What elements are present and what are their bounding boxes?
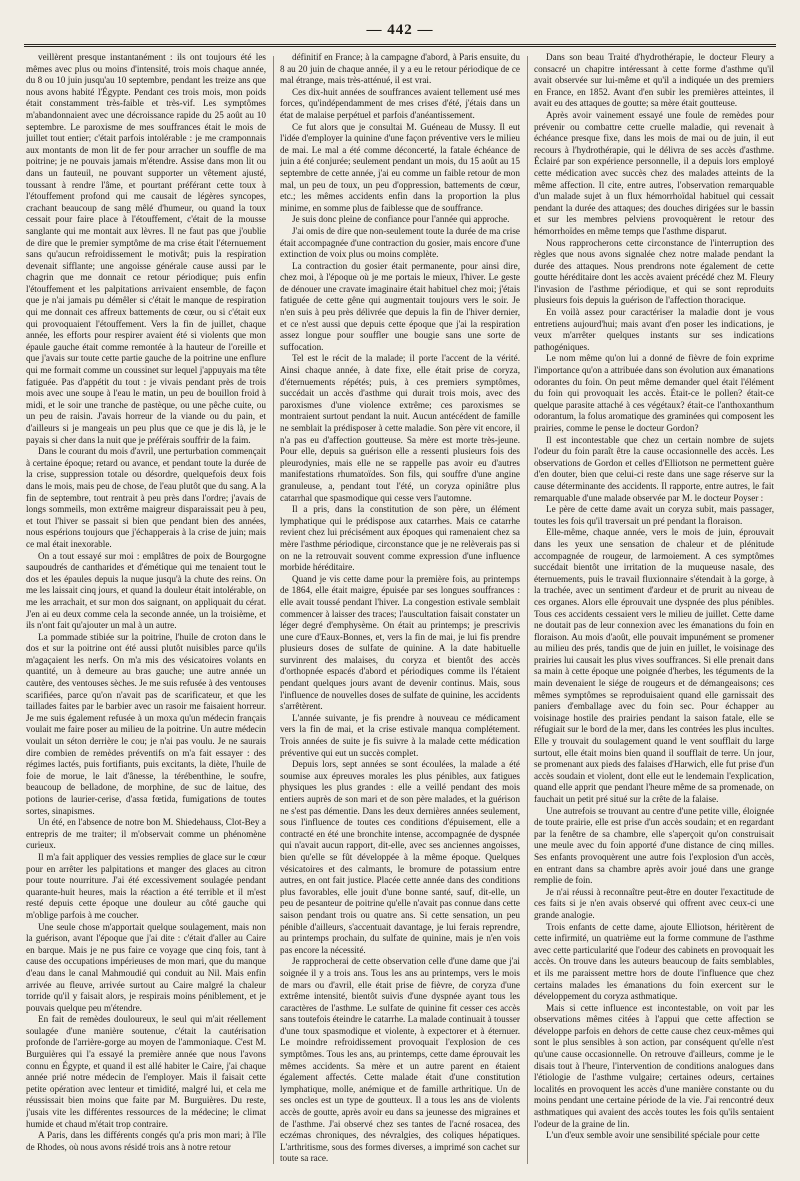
text-column-3 [534, 52, 774, 1167]
paragraph: Il m'a fait appliquer des vessies remplies de glace sur le cœur pour en arrêter les palpitations et manger des glaces au citron pour toute nourriture. J'ai été excessivement soulagée pendant quarante-huit heures, mais la réaction a été terrible et il m'est resté depuis cette époque une douleur au côté gauche qui m'oblige parfois à me coucher. [26, 851, 266, 920]
paragraph: La pommade stibiée sur la poitrine, l'huile de croton dans le dos et sur la poitrine ont été aussi plutôt nuisibles parce qu'ils m'agaçaient les nerfs. On m'a mis des vésicatoires volants en quantité, un à demeure au bras gauche; une autre année un cautère, des ventouses sèches. Je me suis refusée à des ventouses scarifiées, parce qu'on n'avait pas de scarificateur, et que les taillades faites par le barbier avec un rasoir me faisaient horreur. Je me suis également refusée à un moxa qu'un médecin français voulait me faire poser au milieu de la poitrine. Un autre médecin voulait un séton derrière le cou; je n'ai pas voulu. Je ne saurais dire combien de remèdes préventifs on m'a fait essayer : des régimes lactés, puis fortifiants, puis excitants, la diète, l'huile de foie de morue, le lait d'ânesse, la térébenthine, le soufre, beaucoup de belladone, de morphine, de suc de laitue, des potions de laurier-cerise, d'assa fœtida, fumigations de toutes sortes, sinapismes. [26, 631, 266, 816]
paragraph: Après avoir vainement essayé une foule de remèdes pour prévenir ou combattre cette cruelle maladie, qui revenait à échéance presque fixe, dans les mois de mai ou de juin, il eut recours à l'hydrothérapie, qui le délivra de ses accès d'asthme. Éclairé par son expérience personnelle, il a depuis lors employé cette médication avec succès chez des malades atteints de la même affection. Il cite, entre autres, l'observation remarquable d'un malade sujet à un flux hémorrhoïdal habituel qui cessait pendant la durée des attaques; des douches dirigées sur le bassin et sur les membres pelviens provoquèrent le retour des hémorrhoïdes en même temps que l'asthme disparut. [534, 109, 774, 236]
paragraph: En voilà assez pour caractériser la maladie dont je vous entretiens aujourd'hui; mais avant d'en poser les indications, je veux m'arrêter quelques instants sur ses indications pathogéniques. [534, 307, 774, 352]
paragraph: Le nom même qu'on lui a donné de fièvre de foin exprime l'importance qu'on a attribuée dans son évolution aux émanations odorantes du foin. On peut même demander quel était l'élément du foin qui provoquait les accès. Était-ce le pollen? était-ce quelque parasite attaché à ces végétaux? était-ce l'anthoxanthum odorantum, la folus aromatique des graminées qui composent les prairies, comme le pense le docteur Gordon? [534, 353, 774, 433]
paragraph: Quand je vis cette dame pour la première fois, au printemps de 1864, elle était maigre, épuisée par ses longues souffrances : elle avait toussé pendant l'hiver. La congestion estivale semblait commencer à laisser des traces; l'auscultation faisait constater un léger degré d'emphysème. On était au printemps; je prescrivis une cure d'Eaux-Bonnes, et, vers la fin de mai, je lui fis prendre plusieurs doses de sulfate de quinine. A la date habituelle survinrent des malaises, du coryza et bientôt des accès d'orthopnée espacés d'abord et périodiques comme ils l'étaient pendant quelques jours avant de devenir continus. Mais, sous l'influence de nouvelles doses de sulfate de quinine, les accidents s'arrêtèrent. [280, 573, 520, 712]
paragraph: En fait de remèdes douloureux, le seul qui m'ait réellement soulagée d'une manière soutenue, c'était la cautérisation profonde de l'arrière-gorge au moyen de l'ammoniaque. C'est M. Burguières qui l'a essayé la première année que nous l'avons connu en Égypte, et quand il est allé habiter le Caire, j'ai chaque année prié notre médecin de l'employer. Mais il faisait cette petite opération avec lenteur et timidité, malgré lui, et cela me réussissait bien moins que faite par M. Burguières. Du reste, j'usais vite les différentes ressources de la médecine; le climat humide et chaud m'était trop contraire. [26, 1014, 266, 1129]
paragraph: Dans le courant du mois d'avril, une perturbation commençait à certaine époque; retard ou avance, et pendant toute la durée de la crise, suppression totale ou désordre, quelquefois deux fois dans le mois, mais peu de chose, de l'eau plutôt que du sang. A la fin de septembre, tout rentrait à peu près dans l'ordre; j'avais de longs sommeils, mon extrême maigreur disparaissait peu à peu, et tout l'hiver se passait si bien que pendant bien des années, nous espérions toujours que j'échapperais à la crise de juin; mais ce mal était inexorable. [26, 446, 266, 549]
text-column-1 [26, 52, 266, 1167]
paragraph: La contraction du gosier était permanente, pour ainsi dire, chez moi, à l'époque où je me portais le mieux, l'hiver. Le geste de dénouer une cravate imaginaire était habituel chez moi; j'étais fatiguée de cette gêne qui augmentait toujours vers le soir. Je n'en suis à peu près délivrée que depuis la fin de l'hiver dernier, et ce n'est aussi que depuis cette époque que j'ai la respiration assez longue pour souffler une bougie sans une sorte de suffocation. [280, 260, 520, 352]
paragraph: Trois enfants de cette dame, ajoute Elliotson, héritèrent de cette infirmité, un quatrième eut la forme commune de l'asthme avec cette particularité que l'odeur des cabinets en provoquait les accès. On trouve dans les auteurs beaucoup de faits semblables, et ils me paraissent mettre hors de doute l'influence que chez certains malades les émanations du foin exercent sur le développement du coryza asthmatique. [534, 921, 774, 1002]
paragraph: Depuis lors, sept années se sont écoulées, la malade a été soumise aux épreuves morales les plus pénibles, aux fatigues physiques les plus grandes : elle a veillé pendant des mois entiers auprès de son mari et de son père malades, et la guérison ne s'est pas démentie. Dans les deux dernières années seulement, sous l'influence de toutes ces conditions d'épuisement, elle a contracté en été une bronchite intense, accompagnée de dyspnée qui n'avait aucun rapport, dit-elle, avec ses anciennes angoisses, bien qu'elle se fût développée à la même époque. Quelques vésicatoires et des calmants, le bromure de potassium entre autres, en ont fait justice. Placée cette année dans des conditions plus favorables, elle jouit d'une bonne santé, sauf, dit-elle, un peu de pesanteur de poitrine qu'elle n'avait pas connue dans cette saison pendant trois ou quatre ans. Si cette sensation, un peu pénible d'ailleurs, s'accentuait davantage, je lui ferais reprendre, au printemps prochain, du sulfate de quinine, mais je n'en vois pas encore la nécessité. [280, 759, 520, 955]
header-rule [24, 44, 776, 47]
paragraph: Ces dix-huit années de souffrances avaient tellement usé mes forces, qu'indépendamment de mes crises d'été, j'étais dans un état de malaise perpétuel et parfois d'anéantissement. [280, 86, 520, 120]
page-number: — 442 — [366, 22, 434, 38]
paragraph: J'ai omis de dire que non-seulement toute la durée de ma crise était accompagnée d'une contraction du gosier, mais encore d'une extinction de voix plus ou moins complète. [280, 225, 520, 260]
column-divider [273, 56, 274, 1164]
text-column-2 [280, 52, 520, 1167]
paragraph: définitif en France; à la campagne d'abord, à Paris ensuite, du 8 au 20 juin de chaque année, il y a eu le retour périodique de ce mal étrange, mais très-atténué, il est vrai. [280, 52, 520, 86]
paragraph: A Paris, dans les différents congés qu'a pris mon mari; à l'île de Rhodes, où nous avons résidé trois ans à notre retour [26, 1130, 266, 1152]
paragraph: Dans son beau Traité d'hydrothérapie, le docteur Fleury a consacré un chapitre intéressant à cette forme d'asthme qu'il avait observée sur lui-même et qu'il a indiquée un des premiers en France, en 1852. Avant d'en subir les premières atteintes, il avait eu des attaques de goutte; sa mère était goutteuse. [534, 52, 774, 109]
paragraph: L'année suivante, je fis prendre à nouveau ce médicament vers la fin de mai, et la crise estivale manqua complétement. Trois années de suite je fis suivre à la malade cette médication préventive qui eut un succès complet. [280, 712, 520, 758]
paragraph: Un été, en l'absence de notre bon M. Shiedehauss, Clot-Bey a entrepris de me traiter; il m'observait comme un phénomène curieux. [26, 817, 266, 851]
paragraph: Une seule chose m'apportait quelque soulagement, mais non la guérison, avant l'époque que j'ai dite : c'était d'aller au Caire en barque. Mais je ne pus faire ce voyage que cinq fois, tant à cause des occupations impérieuses de mon mari, que du manque d'eau dans le canal Mahmoudié qui conduit au Nil. Mais enfin arrivée au fleuve, arrivée surtout au Caire malgré la chaleur torride qu'il y faisait alors, je respirais moins péniblement, et je pouvais quelque peu m'étendre. [26, 921, 266, 1013]
paragraph: veillèrent presque instantanément : ils ont toujours été les mêmes avec plus ou moins d'intensité, trois mois chaque année, du 8 ou 10 juin jusqu'au 10 septembre, pendant les treize ans que nous avons habité l'Égypte. Pendant ces trois mois, mon poids était constamment très-faible et très-vif. Les symptômes m'abandonnaient avec une décroissance rapide du 25 août au 10 septembre. Le paroxisme de mes souffrances était le mois de juillet tout entier; c'était parfois intolérable : je me cramponnais aux montants de mon lit de fer pour arracher un souffle de ma poitrine; je ne pouvais jamais m'étendre. Assise dans mon lit ou dans un fauteuil, ne pouvant supporter un vêtement ajusté, toussant à rendre l'âme, et pourtant préférant cette toux à l'étouffement profond qui me causait de légères syncopes, crachant beaucoup de sang mêlé d'humeur, ou quand la toux cessait pour faire place à l'étouffement, c'était de la mousse sanglante qui me montait aux lèvres. Il ne faut pas que j'oublie de dire que le premier symptôme de ma crise était l'éternuement sans qu'aucun refroidissement le motivât; puis la respiration devenait sifflante; une angoisse générale cause aussi par le chagrin que me donnait ce retour périodique; puis enfin l'étouffement et les palpitations arrivaient ensemble, de façon que je n'ai jamais pu démêler si c'était le manque de respiration qui me donnait ces affreux battements de cœur, ou si c'était eux qui provoquaient l'étouffement. Vers la fin de juillet, chaque année, les efforts pour respirer avaient été si violents que mon épaule gauche était comme remontée à la hauteur de l'oreille et que j'avais sur toute cette partie gauche de la poitrine une enflure qui me formait comme un coussinet sur lequel j'appuyais ma tête fatiguée. Pas d'appétit du tout : je vivais pendant près de trois mois avec une soupe à l'eau le matin, un peu de bouillon froid à midi, et le soir une tranche de pastèque, ou une pêche cuite, ou un peu de raisin. J'avais horreur de la viande ou du pain, et d'ailleurs si je mangeais un peu plus que ce que je dis là, je le payais si cher dans la nuit que je préférais souffrir de la faim. [26, 52, 266, 445]
paragraph: L'un d'eux semble avoir une sensibilité spéciale pour cette [546, 1130, 760, 1141]
paragraph: Je rapprocherai de cette observation celle d'une dame que j'ai soignée il y a trois ans. Tous les ans au printemps, vers le mois de mars ou d'avril, elle était prise de fièvre, de coryza d'une extrême intensité, bientôt suivis d'une dyspnée ayant tous les caractères de l'asthme. Le sulfate de quinine fit cesser ces accès sans toutefois éteindre le catarrhe. La malade continuait à tousser d'une toux spasmodique et violente, à expectorer et à éternuer. Le moindre refroidissement provoquait l'explosion de ces symptômes. Tous les ans, au printemps, cette dame éprouvait les mêmes accidents. Sa mère et un autre parent en étaient également affectés. Cette malade était d'une constitution lymphatique, molle, anémique et de famille arthritique. Un de ses oncles est un type de goutteux. Il a tous les ans de violents accès de goutte, après avoir eu dans sa jeunesse des migraines et de l'asthme. J'ai observé chez ses tantes de l'acné rosacea, des eczémas chroniques, des névralgies, des coliques hépatiques. L'arthritisme, sous des formes diverses, a imprimé son cachet sur toute sa race. [280, 956, 520, 1164]
paragraph: Le père de cette dame avait un coryza subit, mais passager, toutes les fois qu'il traversait un pré pendant la floraison. [534, 504, 774, 526]
paragraph: Je suis donc pleine de confiance pour l'année qui approche. [292, 214, 510, 225]
paragraph: Il est incontestable que chez un certain nombre de sujets l'odeur du foin paraît être la cause occasionnelle des accès. Les observations de Gordon et celles d'Elliotson ne permettent guère d'en douter, bien que celui-ci reste dans une sage réserve sur la cause déterminante des accidents. Il rapporte, entre autres, le fait remarquable d'une malade observée par M. le docteur Poyser : [534, 434, 774, 503]
paragraph: Nous rapprocherons cette circonstance de l'interruption des règles que nous avons signalée chez notre malade pendant la durée des attaques. Nous prendrons note également de cette goutte héréditaire dont les accès avaient précédé chez M. Fleury l'invasion de l'asthme périodique, et qui se sont reproduits plusieurs fois depuis la guérison de l'affection thoracique. [534, 237, 774, 306]
paragraph: Je n'ai réussi à reconnaître peut-être en douter l'exactitude de ces faits si je n'en avais observé qui offrent avec ceux-ci une grande analogie. [534, 886, 774, 920]
paragraph: Une autrefois se trouvant au centre d'une petite ville, éloignée de toute prairie, elle est prise d'un accès soudain; et en regardant par la fenêtre de sa chambre, elle s'aperçoit qu'on construisait une meule avec du foin apporté d'une distance de cinq milles. Ses enfants provoquèrent une autre fois l'explosion d'un accès, en entrant dans sa chambre après avoir joué dans une grange remplie de foin. [534, 805, 774, 886]
paragraph: Elle-même, chaque année, vers le mois de juin, éprouvait dans les yeux une sensation de chaleur et de plénitude accompagnée de rougeur, de larmoiement. A ces symptômes succédait bientôt une irritation de la muqueuse nasale, des éternuements, puis le travail fluxionnaire s'étendait à la gorge, à la trachée, avec un sentiment d'ardeur et de prurit au niveau de ces organes. Alors elle éprouvait une dyspnée des plus pénibles. Tous ces accidents cessaient vers le milieu de juillet. Cette dame ne doutait pas de leur connexion avec les émanations du foin en floraison. Au mois d'août, elle pouvait impunément se promener au milieu des prés, tandis que de juin en juillet, le voisinage des prairies lui causait les plus vives souffrances. Si elle prenait dans sa main à cette époque une poignée d'herbes, les téguments de la main devenaient le siége de rougeurs et de démangeaisons; ces mêmes symptômes se reproduisaient quand elle garnissait des paniers d'emballage avec du foin sec. Pour échapper au voisinage hostile des prairies pendant la saison fatale, elle se réfugiait sur le bord de la mer, dans les contrées les plus incultes. Elle y trouvait du soulagement quand le vent soufflait du large surtout, elle était moins bien quand il soufflait de terre. Un jour, se promenant aux pieds des falaises d'Harwich, elle fut prise d'un accès soudain et violent, dont elle eut le lendemain l'explication, quand elle apprit que pendant l'heure même de sa promenade, on fauchait un petit pré situé sur la crête de la falaise. [534, 527, 774, 804]
column-divider [527, 56, 528, 1164]
paragraph: Mais si cette influence est incontestable, on voit par les observations mêmes citées à l'appui que cette affection se développe parfois en dehors de cette cause chez ceux-mêmes qui sont le plus sensibles à son action, par conséquent qu'elle n'est qu'une cause occasionnelle. On retrouve d'ailleurs, comme je le disais tout à l'heure, l'intervention de conditions analogues dans l'étiologie de l'asthme vulgaire; certaines odeurs, certaines localités en provoquent les accès d'une manière constante ou du moins pendant une certaine période de la vie. J'ai rencontré deux asthmatiques qui avaient des accès toutes les fois qu'ils sentaient l'odeur de la graine de lin. [534, 1002, 774, 1129]
paragraph: On a tout essayé sur moi : emplâtres de poix de Bourgogne saupoudrés de cantharides et d'émétique qui me tenaient tout le dos et les épaules depuis la nuque jusqu'à la chute des reins. On me les laissait cinq jours, et quand la douleur était intolérable, on me les arrachait, et sur mon dos saignant, on appliquait du cérat. J'en ai eu deux comme cela la seconde année, un la troisième, et ils n'ont fait qu'ajouter un mal à un autre. [26, 550, 266, 631]
paragraph: Tel est le récit de la malade; il porte l'accent de la vérité. Ainsi chaque année, à date fixe, elle était prise de coryza, d'éternuements répétés; puis, à ces premiers symptômes, succédait un accès d'asthme qui durait trois mois, avec des paroxismes d'une violence extrême; ces paroxismes se montraient surtout pendant la nuit. Aucun antécédent de famille ne semblait la prédisposer à cette maladie. Son père vit encore, il n'a pas eu d'affection goutteuse. Sa mère est morte très-jeune. Pour elle, depuis sa guérison elle a ressenti plusieurs fois des pleurodynies, mais elle ne se rappelle pas avoir eu d'autres manifestations rhumatoïdes. Son fils, qui souffre d'une angine granuleuse, a, pendant tout l'été, un coryza opiniâtre plus catarrhal que spasmodique qui cesse vers l'automne. [280, 353, 520, 503]
paragraph: Il a pris, dans la constitution de son père, un élément lymphatique qui le prédispose aux catarrhes. Mais ce catarrhe revient chez lui précisément aux époques qui ramenaient chez sa mère l'asthme périodique, circonstance que je ne relèverais pas si on ne la retrouvait souvent comme expression d'une influence morbide héréditaire. [280, 504, 520, 573]
paragraph: Ce fut alors que je consultai M. Guéneau de Mussy. Il eut l'idée d'employer la quinine d'une façon préventive vers le milieu de mai. Le mal a été comme déconcerté, la fatale échéance de juin a été conjurée; seulement pendant un mois, du 15 août au 15 septembre de cette année, j'ai eu comme un faible retour de mon mal, un peu de toux, un peu d'oppression, battements de cœur, etc.; les mêmes accidents enfin dans la proportion la plus minime, en somme plus de faiblesse que de souffrance. [280, 121, 520, 213]
